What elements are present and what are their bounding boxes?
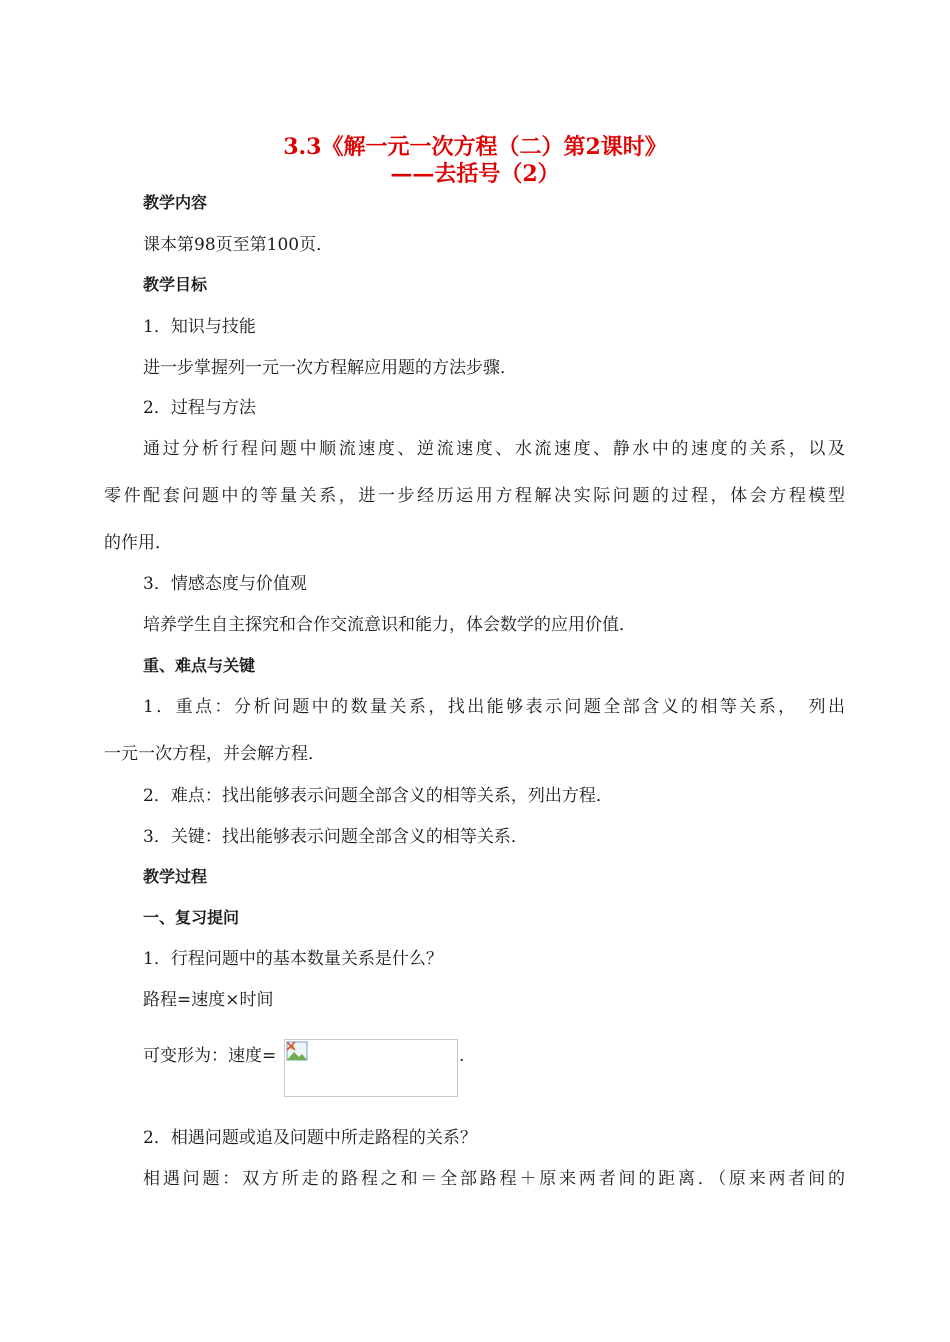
goal3-text: 培养学生自主探究和合作交流意识和能力，体会数学的应用价值． [143,615,636,635]
goal2-text-line1: 通过分析行程问题中顺流速度、逆流速度、水流速度、静水中的速度的关系，以及 [143,439,845,459]
section-heading-key: 重、难点与关键 [143,656,256,675]
goal1-label: 1．知识与技能 [143,317,256,337]
goal1-text: 进一步掌握列一元一次方程解应用题的方法步骤． [143,358,517,378]
key1-line1: 1．重点：分析问题中的数量关系，找出能够表示问题全部含义的相等关系， 列出 [143,697,845,717]
key1-line2: 一元一次方程，并会解方程． [104,744,325,764]
formula-image-placeholder [284,1039,458,1097]
document-subtitle: ——去括号（2） [390,161,560,187]
question1-transform: 可变形为：速度= [143,1046,277,1066]
content-text: 课本第98页至第100页． [143,235,334,255]
question1-answer: 路程=速度×时间 [143,990,274,1010]
key3-text: 3．关键：找出能够表示问题全部含义的相等关系． [143,827,528,847]
section-heading-goals: 教学目标 [143,275,208,294]
broken-image-icon [286,1041,308,1061]
document-title: 3.3《解一元一次方程（二）第2课时》 [283,134,667,160]
question1-transform-end: . [459,1046,465,1066]
goal2-text-line3: 的作用． [104,533,172,553]
section-heading-content: 教学内容 [143,193,208,212]
question2-answer: 相遇问题：双方所走的路程之和＝全部路程＋原来两者间的距离．（原来两者间的 [143,1169,845,1189]
question2: 2．相遇问题或追及问题中所走路程的关系？ [143,1128,477,1148]
goal2-text-line2: 零件配套问题中的等量关系，进一步经历运用方程解决实际问题的过程，体会方程模型 [104,486,845,506]
goal2-label: 2．过程与方法 [143,398,256,418]
question1: 1．行程问题中的基本数量关系是什么？ [143,949,443,969]
key2-text: 2．难点：找出能够表示问题全部含义的相等关系，列出方程． [143,786,613,806]
goal3-label: 3．情感态度与价值观 [143,574,307,594]
section-heading-review: 一、复习提问 [143,908,240,927]
section-heading-process: 教学过程 [143,867,208,886]
